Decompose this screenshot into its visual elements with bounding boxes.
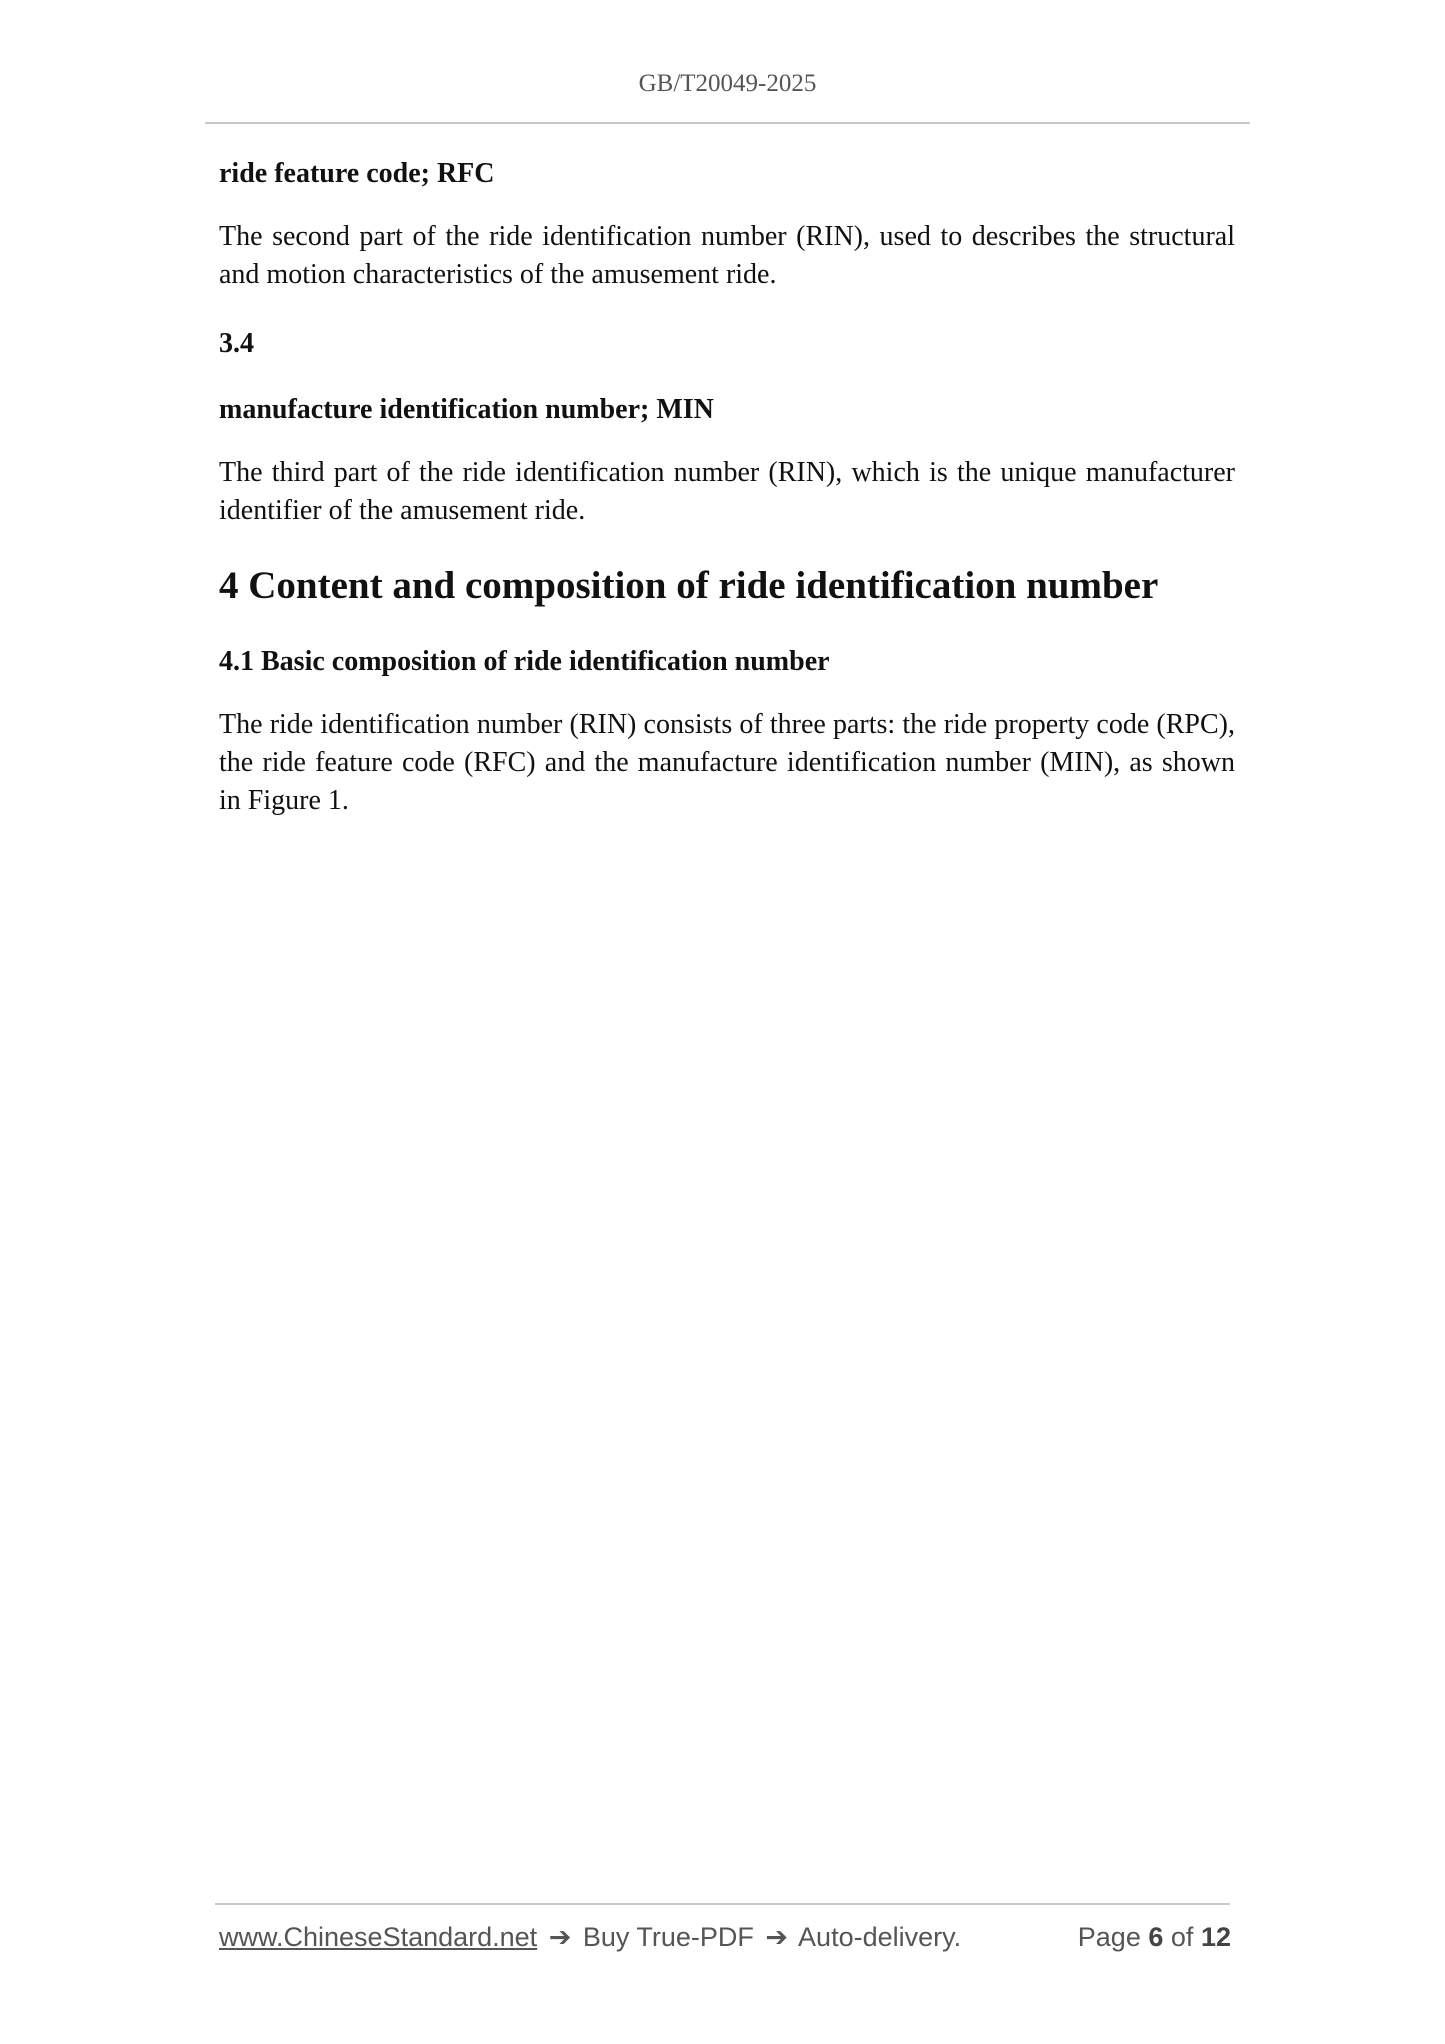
page-of: of [1170, 1922, 1194, 1952]
term-3-4-definition: The third part of the ride identification number (RIN), which is the unique manufacturer identifier of the amusement ride. [219, 457, 1235, 526]
document-header [205, 70, 1250, 98]
term-3-3-title: ride feature code; RFC [219, 158, 495, 189]
footer-divider [215, 1903, 1230, 1905]
buy-true-pdf-text: Buy True-PDF [582, 1922, 754, 1952]
auto-delivery-text: Auto-delivery. [798, 1922, 962, 1952]
chapter-4-heading: 4 Content and composition of ride identification number [219, 564, 1159, 607]
page-label: Page [1077, 1922, 1141, 1952]
standard-code: GB/T20049-2025 [638, 70, 817, 97]
header-divider [205, 122, 1250, 124]
document-body [219, 152, 1235, 848]
term-3-3-definition: The second part of the ride identification number (RIN), used to describes the structural and motion characteristics of the amusement ride. [219, 221, 1235, 290]
website-link[interactable]: www.ChineseStandard.net [219, 1922, 538, 1952]
arrow-right-icon: ➔ [548, 1922, 572, 1952]
page-indicator [1078, 1922, 1231, 1953]
section-4-1-paragraph: The ride identification number (RIN) consists of three parts: the ride property code (RPC), the ride feature code (RFC) and the manufacture identification number (MIN), as shown in Figure 1. [219, 709, 1235, 816]
section-4-1-heading: 4.1 Basic composition of ride identification number [219, 646, 830, 677]
page-current: 6 [1148, 1922, 1164, 1952]
page-total: 12 [1200, 1922, 1231, 1952]
term-3-4-number: 3.4 [219, 328, 254, 359]
arrow-right-icon: ➔ [765, 1922, 789, 1952]
term-3-4-title: manufacture identification number; MIN [219, 394, 714, 425]
page-footer [219, 1922, 1231, 1953]
